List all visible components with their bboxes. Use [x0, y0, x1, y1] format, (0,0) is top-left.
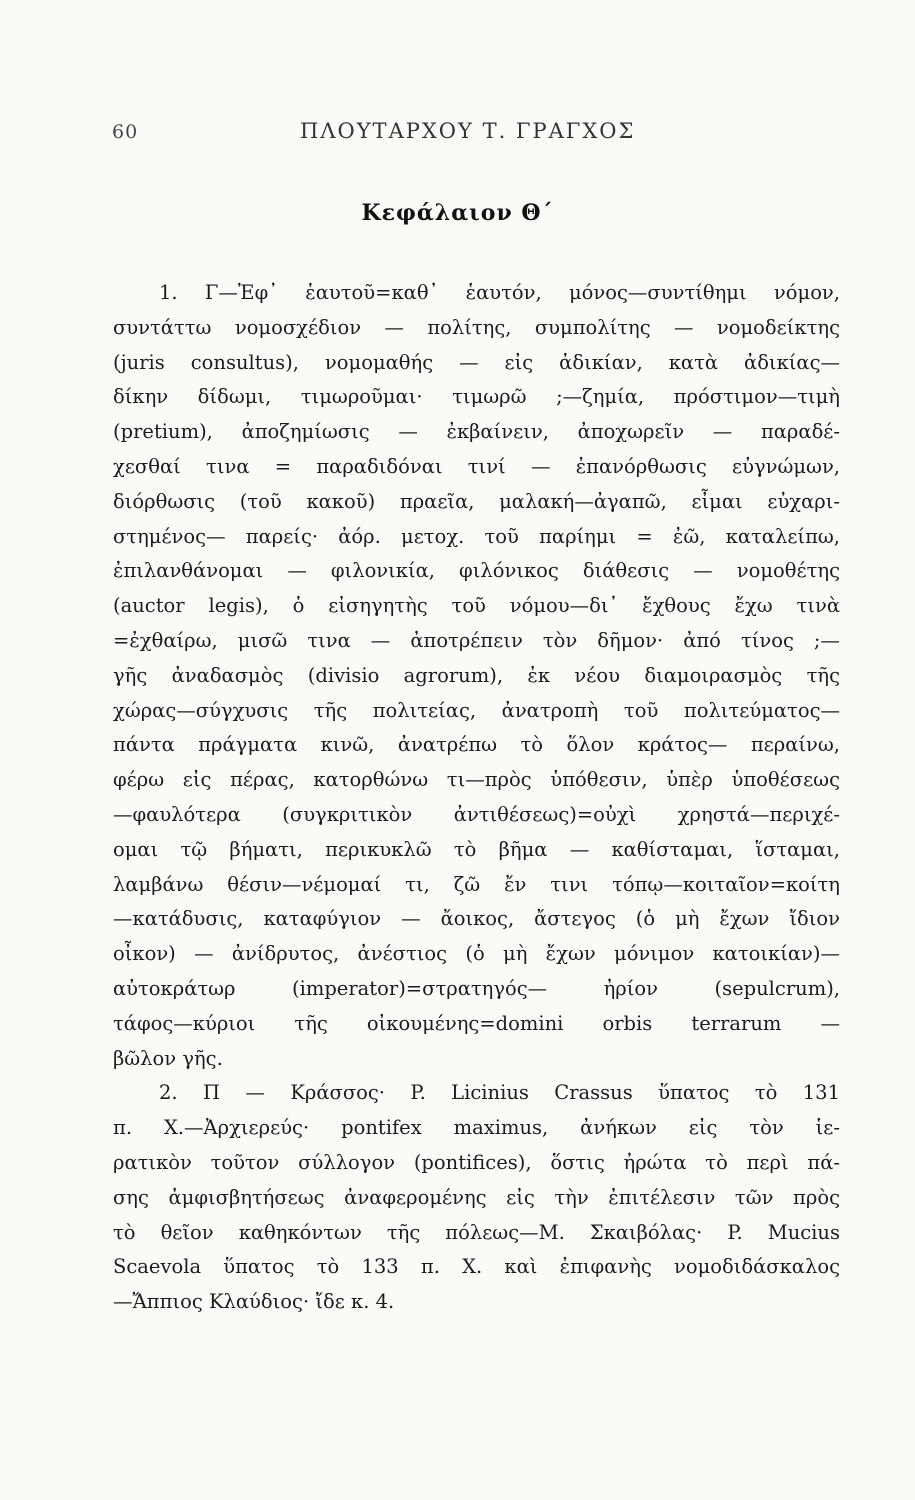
text-line: συντάττω νομοσχέδιον — πολίτης, συμπολίτης — νομοδείκτης — [113, 315, 840, 339]
text-line: χώρας—σύγχυσις τῆς πολιτείας, ἀνατροπὴ τοῦ πολιτεύματος— — [113, 698, 840, 722]
text-line: τὸ θεῖον καθηκόντων τῆς πόλεως—Μ. Σκαιβόλας· P. Mucius — [113, 1220, 840, 1244]
text-line: αὐτοκράτωρ (imperator)=στρατηγός— ἠρίον (sepulcrum), — [113, 976, 840, 1000]
text-line: πάντα πράγματα κινῶ, ἀνατρέπω τὸ ὅλον κράτος— περαίνω, — [113, 733, 840, 757]
text-line: —Ἄππιος Κλαύδιος· ἴδε κ. 4. — [113, 1290, 395, 1314]
text-line: (auctor legis), ὁ εἰσηγητὴς τοῦ νόμου—δι᾿ ἔχθους ἔχω τινὰ — [113, 594, 840, 618]
text-line: (pretium), ἀποζημίωσις — ἐκβαίνειν, ἀποχωρεῖν — παραδέ- — [113, 420, 840, 444]
text-line: —φαυλότερα (συγκριτικὸν ἀντιθέσεως)=οὐχὶ χρηστά—περιχέ- — [113, 802, 840, 826]
text-line: =ἐχθαίρω, μισῶ τινα — ἀποτρέπειν τὸν δῆμον· ἀπό τίνος ;— — [113, 628, 840, 652]
text-line: στημένος— παρείς· ἀόρ. μετοχ. τοῦ παρίημι = ἐῶ, καταλείπω, — [113, 524, 840, 548]
text-line: λαμβάνω θέσιν—νέμομαί τι, ζῶ ἔν τινι τόπῳ—κοιταῖον=κοίτη — [113, 872, 840, 896]
text-line: γῆς ἀναδασμὸς (divisio agrorum), ἐκ νέου διαμοιρασμὸς τῆς — [113, 663, 840, 687]
text-line: π. Χ.—Ἀρχιερεύς· pontifex maximus, ἀνήκων εἰς τὸν ἱε- — [113, 1116, 840, 1140]
text-line: Scaevola ὕπατος τὸ 133 π. Χ. καὶ ἐπιφανὴς νομοδιδάσκαλος — [113, 1255, 840, 1279]
text-line: σης ἀμφισβητήσεως ἀναφερομένης εἰς τὴν ἐπιτέλεσιν τῶν πρὸς — [113, 1185, 840, 1209]
chapter-title: Κεφάλαιον Θ΄ — [361, 200, 554, 226]
text-line: διόρθωσις (τοῦ κακοῦ) πραεῖα, μαλακή—ἀγαπῶ, εἶμαι εὐχαρι- — [113, 489, 840, 513]
text-line: 2. Π — Κράσσος· P. Licinius Crassus ὕπατος τὸ 131 — [159, 1081, 840, 1105]
text-line: τάφος—κύριοι τῆς οἰκουμένης=domini orbis terrarum — — [113, 1011, 840, 1035]
text-line: 1. Γ—Ἐφ᾿ ἑαυτοῦ=καθ᾿ ἑαυτόν, μόνος—συντίθημι νόμον, — [159, 281, 840, 304]
page-number: 60 — [112, 121, 139, 143]
text-line: —κατάδυσις, καταφύγιον — ἄοικος, ἄστεγος (ὁ μὴ ἔχων ἴδιον — [113, 907, 840, 931]
text-line: δίκην δίδωμι, τιμωροῦμαι· τιμωρῶ ;—ζημία, πρόστιμον—τιμὴ — [113, 385, 840, 409]
text-line: οἶκον) — ἀνίδρυτος, ἀνέστιος (ὁ μὴ ἔχων μόνιμον κατοικίαν)— — [113, 942, 840, 966]
text-line: βῶλον γῆς. — [113, 1046, 223, 1070]
body-text — [113, 276, 840, 1320]
text-line: χεσθαί τινα = παραδιδόναι τινί — ἐπανόρθωσις εὐγνώμων, — [113, 454, 840, 478]
text-line: ἐπιλανθάνομαι — φιλονικία, φιλόνικος διάθεσις — νομοθέτης — [113, 559, 840, 583]
text-line: ομαι τῷ βήματι, περικυκλῶ τὸ βῆμα — καθίσταμαι, ἵσταμαι, — [113, 837, 840, 861]
text-line: ρατικὸν τοῦτον σύλλογον (pontifices), ὅστις ἠρώτα τὸ περὶ πά- — [113, 1150, 840, 1174]
running-head: ΠΛΟΥΤΑΡΧΟΥ Τ. ΓΡΑΓΧΟΣ — [300, 119, 636, 143]
text-line: (juris consultus), νομομαθής — εἰς ἀδικίαν, κατὰ ἀδικίας— — [113, 350, 840, 374]
text-line: φέρω εἰς πέρας, κατορθώνω τι—πρὸς ὑπόθεσιν, ὑπὲρ ὑποθέσεως — [113, 768, 840, 792]
